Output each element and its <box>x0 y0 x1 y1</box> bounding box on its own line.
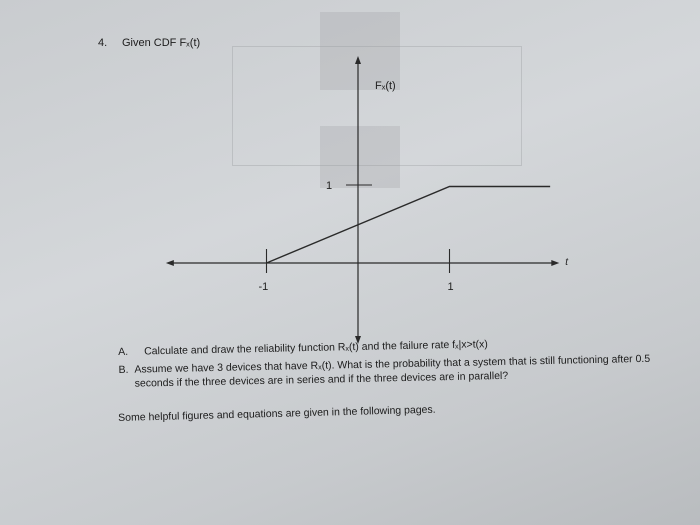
chart-title: Fₓ(t) <box>375 80 396 92</box>
task-text: Assume we have 3 devices that have Rₓ(t). What is the probability that a system that is still functioning after 0.5 seconds if the three devices are in series and if the three devices are in parallel? <box>134 352 651 390</box>
question-title: Given CDF Fₓ(t) <box>122 37 201 49</box>
task-label: B. <box>118 363 129 376</box>
x-axis-arrow-left <box>166 260 174 266</box>
task-label: A. <box>118 345 129 358</box>
x-tick-label: -1 <box>258 281 269 293</box>
x-tick-label: 1 <box>447 281 454 293</box>
task-text: Calculate and draw the reliability function Rₓ(t) and the failure rate fₓ|x>t(x) <box>144 338 488 358</box>
question-number: 4. <box>98 37 108 49</box>
chart-series <box>267 187 551 264</box>
y-axis-arrow-up <box>355 56 361 64</box>
chart-axes <box>166 56 559 344</box>
cdf-line <box>267 187 551 264</box>
y-tick-label: 1 <box>326 180 333 192</box>
x-axis-label: t <box>565 257 569 268</box>
x-axis-arrow-right <box>551 260 559 266</box>
footer-note: Some helpful figures and equations are given in the following pages. <box>118 403 436 424</box>
